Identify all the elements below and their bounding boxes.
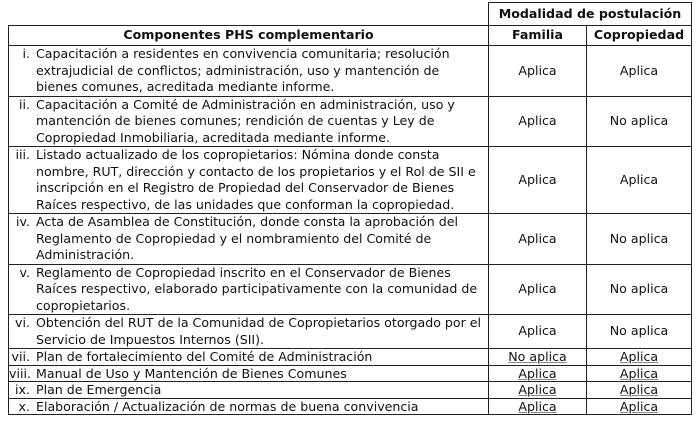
familia-value: Aplica bbox=[518, 62, 557, 78]
familia-cell bbox=[489, 365, 587, 382]
component-cell bbox=[9, 365, 489, 382]
familia-cell bbox=[489, 96, 587, 147]
component-cell bbox=[9, 96, 489, 147]
familia-cell bbox=[489, 46, 587, 97]
row-number: x. bbox=[18, 398, 30, 414]
component-cell bbox=[9, 214, 489, 265]
copropiedad-header: Copropiedad bbox=[587, 26, 692, 46]
row-number: ii. bbox=[18, 96, 30, 112]
copropiedad-cell bbox=[587, 349, 692, 366]
component-cell bbox=[9, 349, 489, 366]
table-row bbox=[9, 365, 692, 382]
row-number: vii. bbox=[11, 349, 30, 364]
component-text: Reglamento de Copropiedad inscrito en el Conservador de Bienes Raíces respectivo, elaborado participativamente con la comunidad de copropietarios. bbox=[36, 264, 478, 313]
copropiedad-cell bbox=[587, 315, 692, 349]
familia-cell bbox=[489, 398, 587, 415]
table-row bbox=[9, 264, 692, 315]
table-row bbox=[9, 96, 692, 147]
component-text: Listado actualizado de los copropietarios: Nómina donde consta nombre, RUT, dirección y contacto de los propietarios y el Rol de SII e inscripción en el Registro de Propiedad del Conservador de Bienes Raíces respectivo, de las unidades que conforman la copropiedad. bbox=[36, 147, 476, 212]
component-text: Obtención del RUT de la Comunidad de Copropietarios otorgado por el Servicio de Impuestos Internos (SII). bbox=[36, 315, 482, 347]
row-number: iii. bbox=[15, 147, 30, 162]
component-cell bbox=[9, 382, 489, 399]
copropiedad-cell bbox=[587, 214, 692, 265]
row-number: ix. bbox=[15, 382, 30, 397]
familia-header: Familia bbox=[489, 26, 587, 46]
copropiedad-value: No aplica bbox=[609, 113, 669, 128]
familia-cell bbox=[489, 315, 587, 349]
familia-value: Aplica bbox=[518, 365, 557, 381]
copropiedad-cell bbox=[587, 46, 692, 97]
row-number: viii. bbox=[9, 365, 31, 381]
copropiedad-cell bbox=[587, 96, 692, 147]
component-text: Manual de Uso y Mantención de Bienes Comunes bbox=[36, 365, 347, 381]
row-number: iv. bbox=[16, 214, 30, 229]
component-text: Plan de fortalecimiento del Comité de Administración bbox=[36, 349, 373, 364]
components-table bbox=[8, 2, 692, 415]
copropiedad-value: Aplica bbox=[619, 349, 659, 364]
component-text: Acta de Asamblea de Constitución, donde consta la aprobación del Reglamento de Copropiedad y el nombramiento del Comité de Administración. bbox=[36, 214, 458, 262]
familia-cell bbox=[489, 214, 587, 265]
copropiedad-value: No aplica bbox=[609, 230, 669, 246]
component-cell bbox=[9, 264, 489, 315]
familia-value: Aplica bbox=[518, 382, 557, 397]
familia-value: No aplica bbox=[508, 349, 567, 364]
copropiedad-value: Aplica bbox=[619, 398, 659, 414]
copropiedad-value: No aplica bbox=[609, 281, 669, 296]
modalidad-header: Modalidad de postulación bbox=[489, 3, 692, 26]
copropiedad-value: Aplica bbox=[619, 171, 659, 187]
copropiedad-value: No aplica bbox=[609, 323, 669, 339]
component-cell bbox=[9, 46, 489, 97]
familia-value: Aplica bbox=[518, 230, 557, 246]
table-row bbox=[9, 398, 692, 415]
row-number: i. bbox=[22, 46, 30, 61]
copropiedad-cell bbox=[587, 382, 692, 399]
copropiedad-value: Aplica bbox=[619, 382, 659, 397]
header-blank bbox=[9, 3, 489, 26]
familia-cell bbox=[489, 382, 587, 399]
copropiedad-value: Aplica bbox=[619, 62, 659, 78]
familia-cell bbox=[489, 264, 587, 315]
table-row bbox=[9, 147, 692, 214]
copropiedad-value: Aplica bbox=[619, 365, 659, 381]
copropiedad-cell bbox=[587, 147, 692, 214]
component-text: Plan de Emergencia bbox=[36, 382, 162, 397]
table-row bbox=[9, 214, 692, 265]
component-text: Capacitación a Comité de Administración en administración, uso y mantención de bienes comunes; rendición de cuentas y Ley de Copropiedad Inmobiliaria, acreditada mediante informe. bbox=[36, 96, 455, 145]
component-cell bbox=[9, 147, 489, 214]
table-row bbox=[9, 46, 692, 97]
component-text: Capacitación a residentes en convivencia comunitaria; resolución extrajudicial de conflictos; administración, uso y mantención de bienes comunes, acreditada mediante informe. bbox=[36, 46, 450, 94]
table-row bbox=[9, 382, 692, 399]
componentes-header: Componentes PHS complementario bbox=[9, 26, 489, 46]
familia-value: Aplica bbox=[518, 171, 557, 187]
table-row bbox=[9, 349, 692, 366]
familia-cell bbox=[489, 147, 587, 214]
familia-value: Aplica bbox=[518, 398, 557, 414]
component-cell bbox=[9, 315, 489, 349]
familia-value: Aplica bbox=[518, 113, 557, 128]
component-text: Elaboración / Actualización de normas de buena convivencia bbox=[36, 398, 419, 414]
copropiedad-cell bbox=[587, 365, 692, 382]
familia-value: Aplica bbox=[518, 281, 557, 296]
copropiedad-cell bbox=[587, 264, 692, 315]
row-number: vi. bbox=[15, 315, 30, 330]
familia-value: Aplica bbox=[518, 323, 557, 339]
familia-cell bbox=[489, 349, 587, 366]
copropiedad-cell bbox=[587, 398, 692, 415]
table-row bbox=[9, 315, 692, 349]
component-cell bbox=[9, 398, 489, 415]
row-number: v. bbox=[19, 264, 30, 280]
